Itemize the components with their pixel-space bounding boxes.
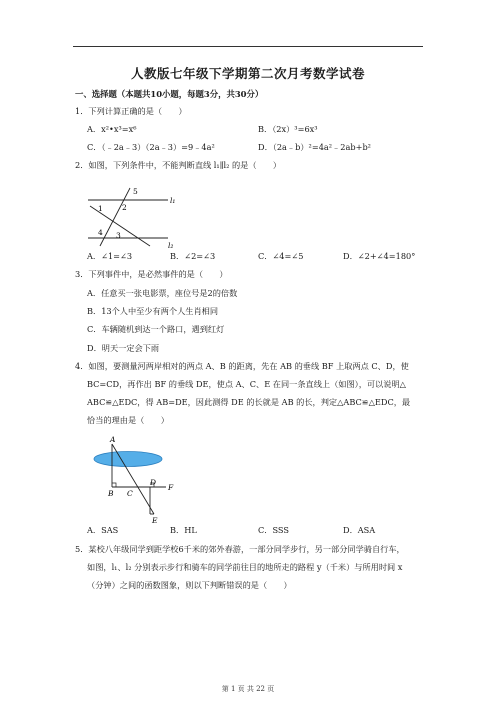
transversal-2: [100, 188, 130, 246]
question-3-stem: 3．下列事件中，是必然事件的是（ ）: [75, 269, 228, 279]
page-title: 人教版七年级下学期第二次月考数学试卷: [130, 66, 365, 81]
question-4-line-4: 恰当的理由是（ ）: [87, 415, 169, 425]
q1-option-a: A．x²•x³=x⁶: [87, 124, 137, 134]
question-5-line-1: 5．某校八年级同学到距学校6千米的郊外春游，一部分同学步行，另一部分同学骑自行车，: [75, 544, 405, 554]
fig2-label-l1: l₁: [170, 196, 176, 205]
fig2-label-3: 3: [116, 231, 121, 240]
fig4-label-a: A: [110, 435, 116, 444]
q4-option-b: B．HL: [170, 525, 197, 535]
fig2-label-l2: l₂: [168, 241, 174, 250]
fig2-label-4: 4: [98, 228, 103, 237]
q1-option-c: C．（﹣2a﹣3）（2a﹣3）=9﹣4a²: [87, 142, 215, 152]
fig2-label-5: 5: [133, 187, 138, 196]
section-heading: 一、选择题（本题共10小题，每题3分，共30分）: [75, 89, 264, 99]
question-1-stem: 1．下列计算正确的是（ ）: [75, 106, 187, 116]
q3-option-b: B．13个人中至少有两个人生肖相同: [87, 306, 219, 316]
fig4-label-b: B: [108, 489, 114, 498]
question-4-line-2: BC=CD，再作出 BF 的垂线 DE，使点 A、C、E 在同一条直线上（如图），可以说明△: [87, 379, 406, 389]
page-footer: 第 1 页 共 22 页: [221, 685, 275, 693]
q1-option-d: D．（2a﹣b）²=4a²﹣2ab+b²: [258, 142, 371, 152]
fig4-label-d: D: [150, 478, 157, 487]
header-rule: [73, 46, 423, 47]
q3-option-a: A．任意买一张电影票，座位号是2的倍数: [87, 288, 238, 298]
q4-option-d: D．ASA: [343, 525, 376, 535]
question-5-line-2: 如图，l₁、l₂ 分别表示步行和骑车的同学前往目的地所走的路程 y（千米）与所用时间 x: [87, 562, 403, 572]
question-4-line-1: 4．如图，要测量河两岸相对的两点 A、B 的距离，先在 AB 的垂线 BF 上取两点 C、D，使: [75, 361, 409, 371]
q2-option-b: B．∠2=∠3: [170, 251, 216, 261]
fig4-label-c: C: [127, 489, 133, 498]
parallel-lines-figure: [80, 176, 190, 252]
q2-option-d: D．∠2+∠4=180°: [343, 251, 416, 261]
q3-option-c: C．车辆随机到达一个路口，遇到红灯: [87, 324, 225, 334]
q4-option-c: C．SSS: [258, 525, 289, 535]
q2-option-c: C．∠4=∠5: [258, 251, 304, 261]
q2-option-a: A．∠1=∠3: [87, 251, 133, 261]
fig4-label-e: E: [152, 516, 158, 524]
q3-option-d: D．明天一定会下雨: [87, 343, 160, 353]
q4-option-a: A．SAS: [87, 525, 119, 535]
fig4-label-f: F: [168, 483, 174, 492]
question-5-line-3: （分钟）之间的函数图象，则以下判断错误的是（ ）: [87, 580, 292, 590]
question-2-stem: 2．如图，下列条件中，不能判断直线 l₁∥l₂ 的是（ ）: [75, 160, 282, 170]
fig2-label-1: 1: [98, 204, 103, 213]
q1-option-b: B．（2x）³=6x³: [258, 124, 318, 134]
river-measure-figure: [86, 432, 196, 524]
river-ellipse: [94, 452, 162, 467]
fig2-label-2: 2: [122, 203, 127, 212]
right-angle-b: [112, 483, 116, 487]
question-4-line-3: ABC≌△EDC，得 AB=DE，因此测得 DE 的长就是 AB 的长，判定△ABC≌△EDC，最: [87, 397, 411, 407]
